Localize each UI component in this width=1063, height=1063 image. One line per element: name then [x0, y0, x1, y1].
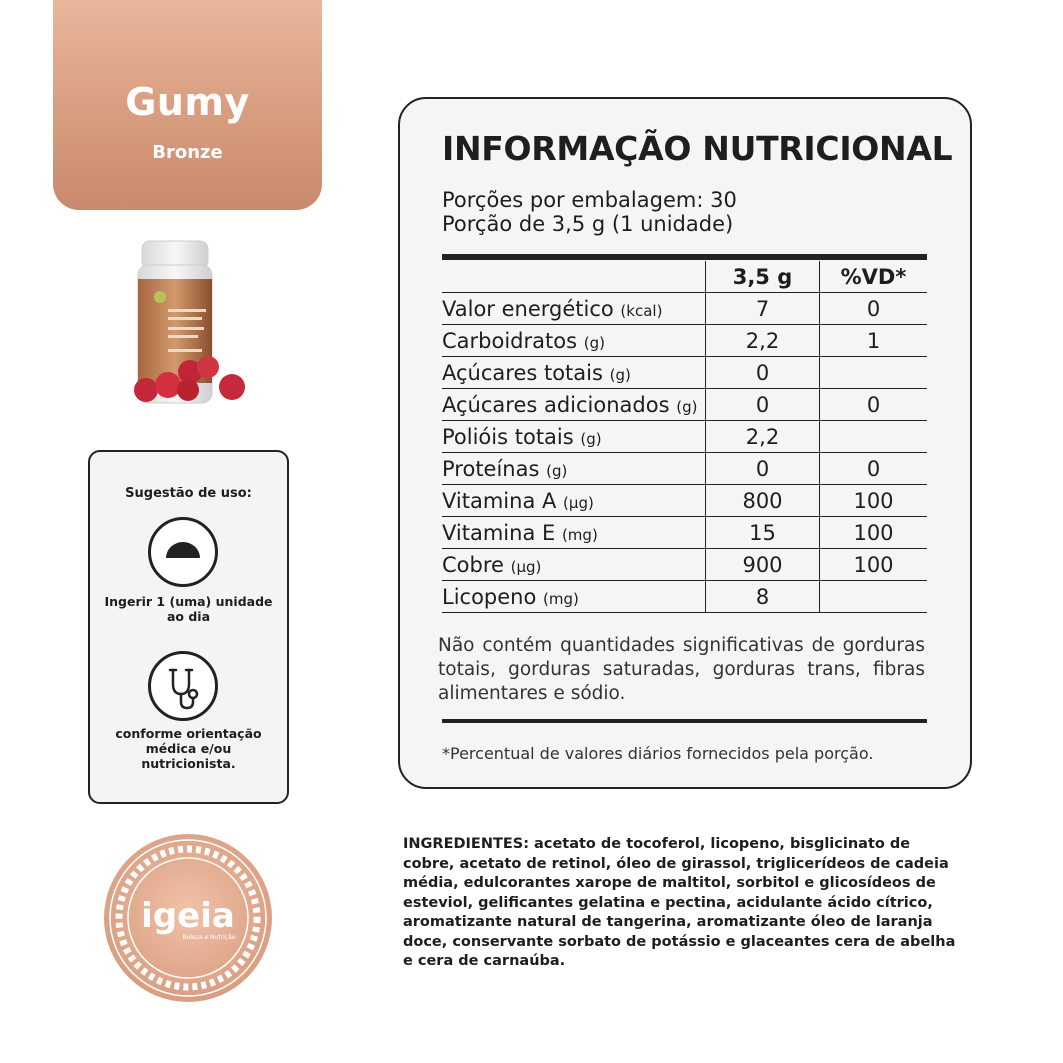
- divider: [442, 719, 927, 723]
- nutrient-amount: 7: [706, 293, 820, 325]
- dosage-instruction: Ingerir 1 (uma) unidade ao dia: [104, 594, 273, 624]
- nutrition-table: [442, 261, 927, 613]
- nutrient-label: Vitamina A: [442, 488, 557, 513]
- divider: [442, 254, 927, 260]
- nutrient-unit: (g): [676, 397, 698, 416]
- nutrient-row: [442, 485, 927, 517]
- nutrition-title: INFORMAÇÃO NUTRICIONAL: [442, 129, 953, 168]
- gummy-icon: [148, 517, 218, 587]
- product-name: Gumy: [125, 80, 250, 124]
- nutrient-dv: 0: [820, 389, 928, 421]
- nutrient-row: [442, 453, 927, 485]
- nutrient-label: Valor energético: [442, 296, 614, 321]
- nutrition-facts-panel: [398, 97, 972, 789]
- nutrient-name: [442, 485, 706, 517]
- nutrient-amount: 900: [706, 549, 820, 581]
- nutrient-dv: 100: [820, 517, 928, 549]
- nutrient-unit: (µg): [563, 493, 594, 512]
- nutrient-row: [442, 293, 927, 325]
- servings-per-package: Porções por embalagem: 30: [442, 188, 737, 212]
- nutrient-name: [442, 549, 706, 581]
- product-bottle-image: [128, 235, 258, 415]
- nutrient-label: Açúcares totais: [442, 360, 603, 385]
- nutrient-unit: (g): [580, 429, 602, 448]
- nutrient-name: [442, 325, 706, 357]
- nutrient-unit: (g): [546, 461, 568, 480]
- nutrient-label: Proteínas: [442, 456, 540, 481]
- nutrient-amount: 2,2: [706, 325, 820, 357]
- nutrient-dv: [820, 421, 928, 453]
- table-header-row: [442, 261, 927, 293]
- nutrient-label: Açúcares adicionados: [442, 392, 670, 417]
- nutrient-dv: 100: [820, 549, 928, 581]
- product-variant: Bronze: [152, 142, 223, 163]
- nutrient-row: [442, 581, 927, 613]
- nutrient-unit: (µg): [510, 557, 542, 576]
- nutrient-row: [442, 325, 927, 357]
- logo-wordmark: igeia: [141, 896, 235, 936]
- nutrient-amount: 15: [706, 517, 820, 549]
- nutrient-name: [442, 453, 706, 485]
- nutrient-amount: 800: [706, 485, 820, 517]
- nutrient-row: [442, 421, 927, 453]
- medical-advice: conforme orientação médica e/ou nutricionista.: [115, 726, 262, 771]
- usage-title: Sugestão de uso:: [125, 486, 252, 501]
- usage-suggestion-card: [88, 450, 289, 804]
- nutrient-dv: 100: [820, 485, 928, 517]
- nutrient-amount: 8: [706, 581, 820, 613]
- nutrient-name: [442, 293, 706, 325]
- nutrient-label: Polióis totais: [442, 424, 574, 449]
- logo-tagline: Beleza e Nutrição: [182, 934, 236, 941]
- nutrient-dv: 0: [820, 453, 928, 485]
- nutrient-unit: (mg): [543, 589, 579, 608]
- brand-logo: [103, 833, 273, 1003]
- nutrient-row: [442, 357, 927, 389]
- nutrient-label: Vitamina E: [442, 520, 556, 545]
- nutrient-dv: [820, 357, 928, 389]
- nutrient-name: [442, 421, 706, 453]
- nutrient-dv: 1: [820, 325, 928, 357]
- column-header-amount: 3,5 g: [706, 261, 820, 293]
- dv-footnote: *Percentual de valores diários fornecidos pela porção.: [442, 744, 874, 763]
- stethoscope-icon: [148, 651, 218, 721]
- nutrient-unit: (kcal): [620, 301, 663, 320]
- nutrient-name: [442, 581, 706, 613]
- nutrient-name: [442, 389, 706, 421]
- ingredients-list: INGREDIENTES: acetato de tocoferol, licopeno, bisglicinato de cobre, acetato de retinol, óleo de girassol, triglicerídeos de cadeia média, edulcorantes xarope de maltitol, sorbitol e glicosídeos de esteviol, gelificantes gelatina e pectina, acidulante ácido cítrico, aromatizante natural de tangerina, aromatizante óleo de laranja doce, conservante sorbato de potássio e glaceantes cera de abelha e cera de carnaúba.: [403, 836, 956, 969]
- nutrient-label: Licopeno: [442, 584, 537, 609]
- brand-header: [53, 0, 322, 210]
- nutrient-dv: 0: [820, 293, 928, 325]
- nutrient-name: [442, 357, 706, 389]
- nutrient-amount: 0: [706, 453, 820, 485]
- nutrient-name: [442, 517, 706, 549]
- nutrient-row: [442, 389, 927, 421]
- nutrient-row: [442, 517, 927, 549]
- nutrient-amount: 0: [706, 357, 820, 389]
- nutrient-unit: (g): [609, 365, 631, 384]
- nutrient-row: [442, 549, 927, 581]
- nutrient-dv: [820, 581, 928, 613]
- serving-size: Porção de 3,5 g (1 unidade): [442, 212, 734, 236]
- column-header-dv: %VD*: [820, 261, 928, 293]
- disclaimer-note: Não contém quantidades significativas de gorduras totais, gorduras saturadas, gorduras trans, fibras alimentares e sódio.: [438, 635, 925, 704]
- nutrient-amount: 2,2: [706, 421, 820, 453]
- nutrient-unit: (g): [583, 333, 605, 352]
- nutrient-unit: (mg): [561, 525, 598, 544]
- nutrient-label: Carboidratos: [442, 328, 578, 353]
- nutrient-label: Cobre: [442, 552, 504, 577]
- nutrient-amount: 0: [706, 389, 820, 421]
